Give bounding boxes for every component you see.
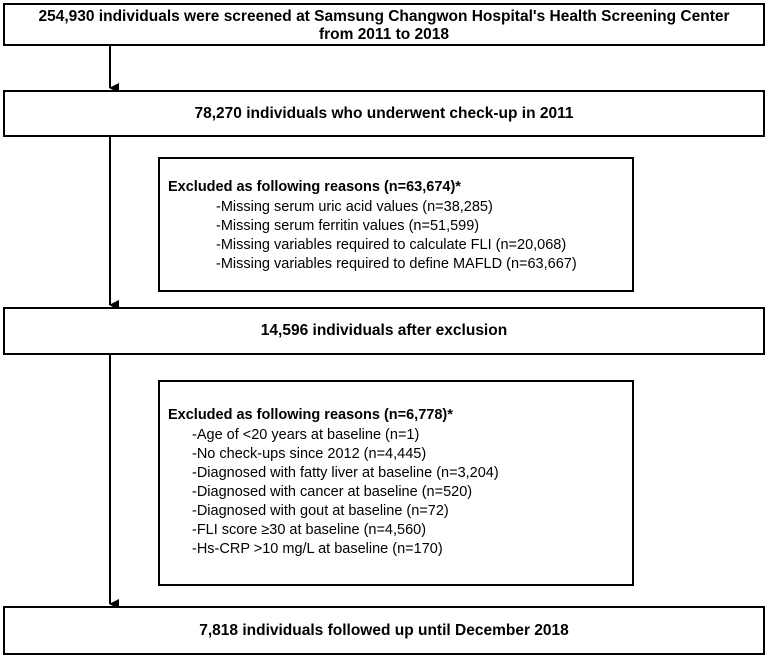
exclusion-2-item: -Diagnosed with gout at baseline (n=72) [192, 503, 449, 519]
followed-up-text: 7,818 individuals followed up until December 2018 [199, 622, 569, 639]
screened-box [3, 3, 765, 46]
exclusion-1-item: -Missing serum uric acid values (n=38,285) [216, 199, 493, 215]
exclusion-2-heading: Excluded as following reasons (n=6,778)* [168, 407, 453, 423]
exclusion-1-item: -Missing variables required to calculate FLI (n=20,068) [216, 237, 567, 253]
exclusion-2-item: -No check-ups since 2012 (n=4,445) [192, 446, 427, 462]
exclusion-1-heading: Excluded as following reasons (n=63,674)* [168, 179, 461, 195]
exclusion-box-1 [158, 157, 634, 292]
exclusion-2-item: -Diagnosed with cancer at baseline (n=520) [192, 484, 473, 500]
checkup-2011-box [3, 90, 765, 137]
checkup-2011-text: 78,270 individuals who underwent check-up in 2011 [194, 105, 574, 122]
exclusion-box-2 [158, 380, 634, 586]
exclusion-2-item: -Age of <20 years at baseline (n=1) [192, 427, 420, 443]
screened-line-1: 254,930 individuals were screened at Samsung Changwon Hospital's Health Screening Center [38, 8, 730, 25]
screened-line-2: from 2011 to 2018 [318, 26, 450, 43]
exclusion-2-item: -Hs-CRP >10 mg/L at baseline (n=170) [192, 541, 443, 557]
exclusion-1-item: -Missing serum ferritin values (n=51,599) [216, 218, 480, 234]
after-exclusion-box [3, 307, 765, 355]
after-exclusion-text: 14,596 individuals after exclusion [260, 322, 508, 339]
followed-up-box [3, 606, 765, 655]
exclusion-2-item: -Diagnosed with fatty liver at baseline (n=3,204) [192, 465, 499, 481]
exclusion-1-item: -Missing variables required to define MAFLD (n=63,667) [216, 256, 577, 272]
exclusion-2-item: -FLI score ≥30 at baseline (n=4,560) [192, 522, 427, 538]
